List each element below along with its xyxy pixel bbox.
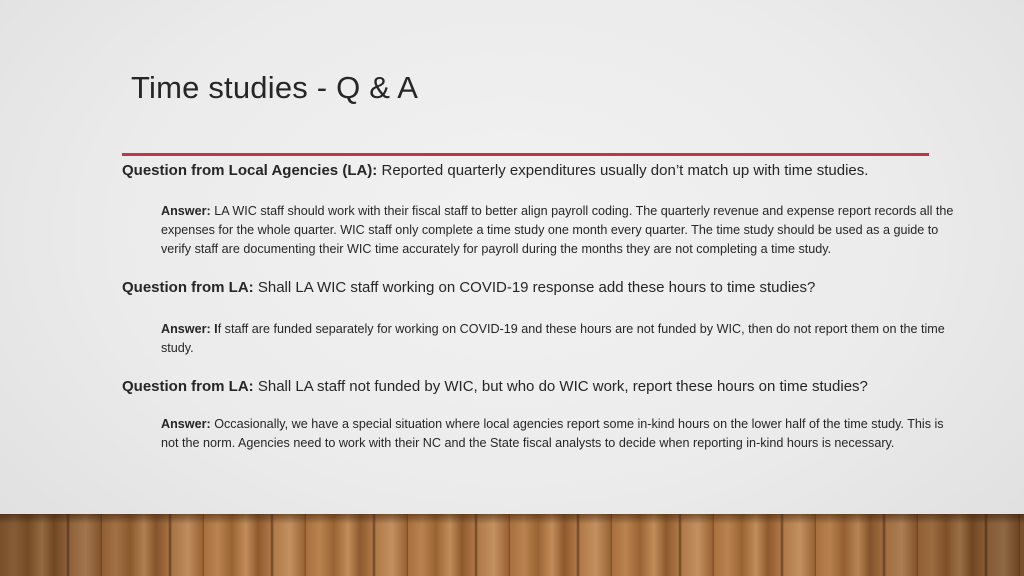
question-text: Shall LA WIC staff working on COVID-19 response add these hours to time studies? xyxy=(257,279,816,296)
answer-2 xyxy=(161,320,961,358)
question-label: Question from LA: xyxy=(122,279,254,296)
question-label: Question from LA: xyxy=(122,378,254,395)
question-text: Reported quarterly expenditures usually don’t match up with time studies. xyxy=(381,162,869,179)
qa-content xyxy=(122,160,962,453)
question-label: Question from Local Agencies (LA): xyxy=(122,162,378,179)
answer-text: Occasionally, we have a special situation where local agencies report some in-kind hours on the lower half of the time study. This is not the norm. Agencies need to work with their NC and the State fiscal analysts to decide when reporting in-kind hours is necessary. xyxy=(161,417,944,450)
answer-text: f staff are funded separately for working on COVID-19 and these hours are not funded by WIC, then do not report them on the time study. xyxy=(161,322,945,355)
question-1 xyxy=(122,161,962,181)
answer-text: LA WIC staff should work with their fiscal staff to better align payroll coding. The quarterly revenue and expense report records all the expenses for the whole quarter. WIC staff only complete a time study one month every quarter. The time study should be used as a guide to verify staff are documenting their WIC time accurately for payroll during the months they are not completing a time study. xyxy=(161,204,954,256)
title-divider xyxy=(122,153,929,156)
answer-label: Answer: xyxy=(161,204,211,218)
answer-3 xyxy=(161,415,961,453)
slide-title: Time studies - Q & A xyxy=(131,70,419,105)
floor-vignette xyxy=(0,514,1024,576)
answer-label: Answer: xyxy=(161,417,211,431)
answer-label: Answer: I xyxy=(161,322,218,336)
question-3 xyxy=(122,377,962,397)
answer-1 xyxy=(161,202,961,259)
question-2 xyxy=(122,278,962,298)
question-text: Shall LA staff not funded by WIC, but who do WIC work, report these hours on time studies? xyxy=(257,378,868,395)
